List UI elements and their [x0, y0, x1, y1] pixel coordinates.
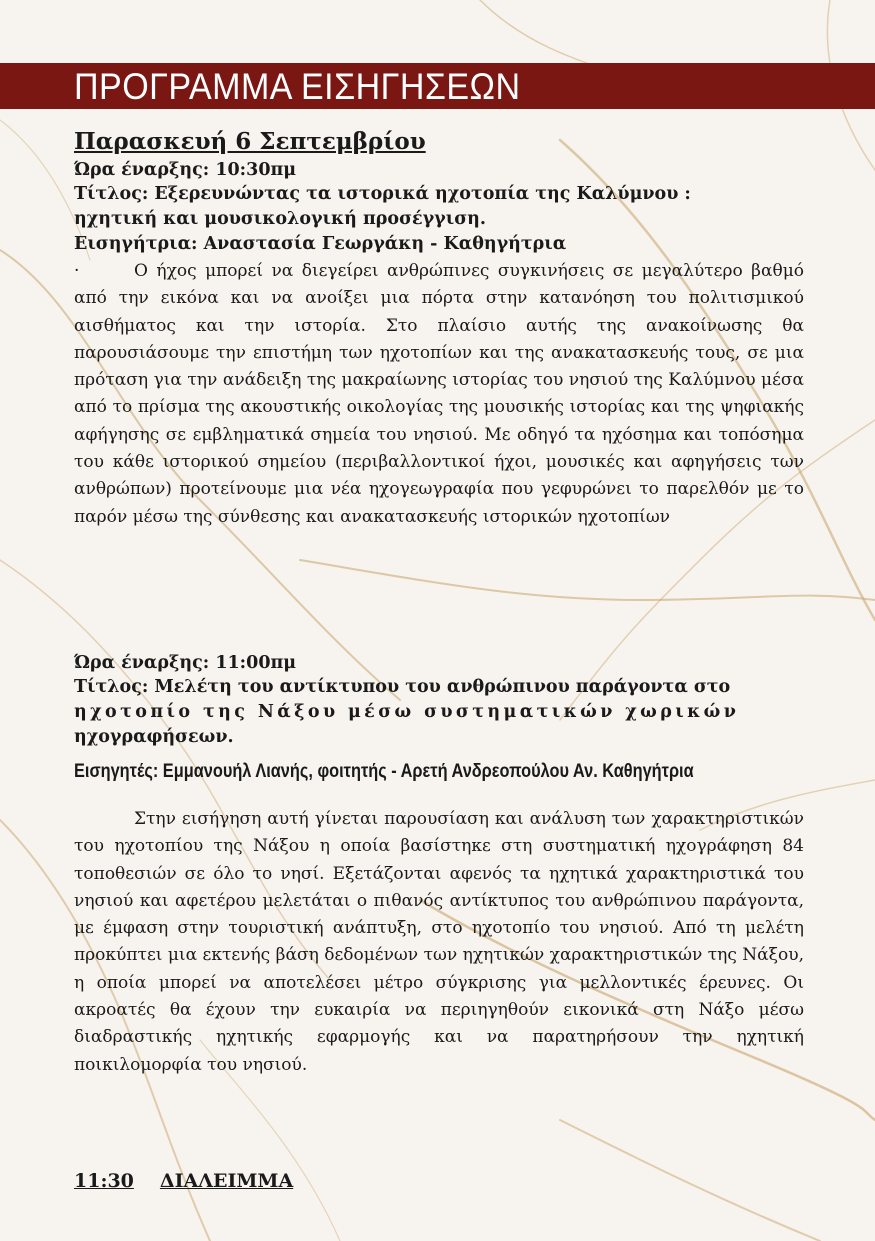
session-2 — [74, 651, 804, 1079]
session-2-abstract-text: Στην εισήγηση αυτή γίνεται παρουσίαση και ανάλυση των χαρακτηριστικών του ηχοτοπίου της Νάξου η οποία βασίστηκε στη συστηματική ηχογράφηση 84 τοποθεσιών σε όλο το νησί. Εξετάζονται αφενός τα ηχητικά χαρακτηριστικά του νησιού και αφετέρου μελετάται ο πιθανός αντίκτυπος του ανθρώπινου παράγοντα, με έμφαση στην τουριστική ανάπτυξη, στο ηχοτοπίο του νησιού. Από τη μελέτη προκύπτει μια εκτενής βάση δεδομένων των ηχητικών χαρακτηριστικών της Νάξου, η οποία μπορεί να αποτελέσει μέτρο σύγκρισης για μελλοντικές έρευνες. Οι ακροατές θα έχουν την ευκαιρία να περιηγηθούν εικονικά στη Νάξο μέσω διαδραστικής ηχητικής εφαρμογής και να παρατηρήσουν την ηχητική ποικιλομορφία του νησιού. — [74, 809, 804, 1075]
break-label: ΔΙΑΛΕΙΜΜΑ — [159, 1170, 294, 1192]
bullet-mark: · — [74, 261, 80, 281]
break-time: 11:30 — [74, 1170, 134, 1192]
session-2-title-line-3: ηχογραφήσεων. — [74, 727, 234, 747]
session-1-title-line-2: ηχητική και μουσικολογική προσέγγιση. — [74, 209, 486, 229]
session-1-start-time: Ώρα έναρξης: 10:30πμ — [74, 160, 297, 180]
session-1-speaker: Εισηγήτρια: Αναστασία Γεωργάκη - Καθηγήτρια — [74, 234, 567, 254]
session-1-title-line-1: Τίτλος: Εξερευνώντας τα ιστορικά ηχοτοπία της Καλύμνου : — [74, 184, 691, 204]
session-2-title-line-1: Τίτλος: Μελέτη του αντίκτυπου του ανθρώπινου παράγοντα στο — [74, 677, 731, 697]
page-title: ΠΡΟΓΡΑΜΜΑ ΕΙΣΗΓΗΣΕΩΝ — [74, 66, 521, 107]
session-2-speakers: Εισηγητές: Εμμανουήλ Λιανής, φοιτητής - Αρετή Ανδρεοπούλου Αν. Καθηγήτρια — [74, 761, 694, 782]
session-1-abstract — [74, 258, 804, 531]
day-heading: Παρασκευή 6 Σεπτεμβρίου — [74, 128, 426, 155]
break-entry — [74, 1168, 293, 1194]
session-2-title-line-2: ηχοτοπίο της Νάξου μέσω συστηματικών χωρικών — [74, 702, 740, 722]
session-1 — [74, 126, 804, 531]
session-2-abstract — [74, 806, 804, 1079]
session-2-start-time: Ώρα έναρξης: 11:00πμ — [74, 653, 297, 673]
session-1-abstract-text: Ο ήχος μπορεί να διεγείρει ανθρώπινες συγκινήσεις σε μεγαλύτερο βαθμό από την εικόνα και να ανοίξει μια πόρτα στην κατανόηση του πολιτισμικού αισθήματος και την ιστορία. Στο πλαίσιο αυτής της ανακοίνωσης θα παρουσιάσουμε την επιστήμη των ηχοτοπίων και της ανακατασκευής τους, σε μια πρόταση για την ανάδειξη της μακραίωνης ιστορίας του νησιού της Καλύμνου μέσα από το πρίσμα της ακουστικής οικολογίας της μουσικής ιστορίας και της ψηφιακής αφήγησης σε εμβληματικά σημεία του νησιού. Με οδηγό τα ηχόσημα και τοπόσημα του κάθε ιστορικού σημείου (περιβαλλοντικοί ήχοι, μουσικές και αφηγήσεις των ανθρώπων) προτείνουμε μια νέα ηχογεωγραφία που γεφυρώνει το παρελθόν με το παρόν μέσω της σύνθεσης και ανακατασκευής ιστορικών ηχοτοπίων — [74, 261, 804, 527]
